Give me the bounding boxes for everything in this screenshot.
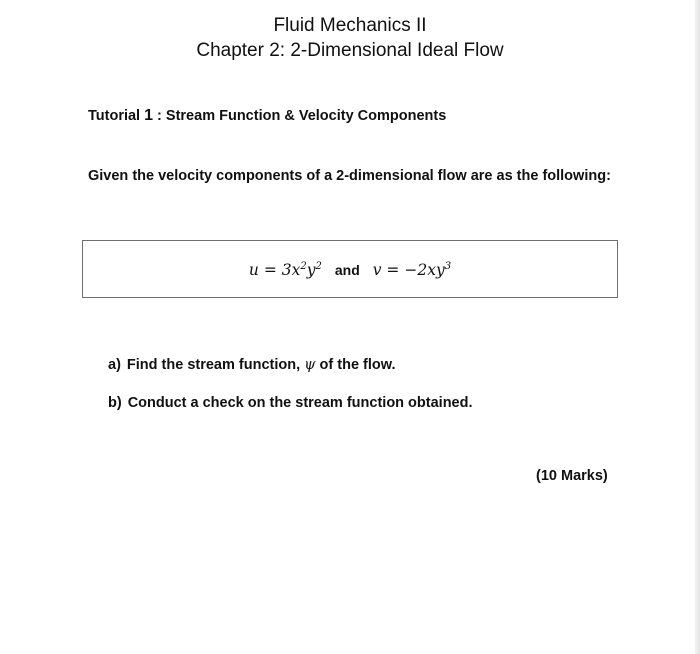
- intro-text: Given the velocity components of a 2-dimensional flow are as the following:: [88, 168, 611, 184]
- equation-box: [82, 240, 618, 298]
- u-lhs: u = 3x: [248, 261, 301, 279]
- tutorial-heading: [88, 107, 446, 125]
- question-b-text: Conduct a check on the stream function obtained.: [127, 395, 473, 411]
- u-equation: [249, 261, 322, 279]
- tutorial-number: 1: [144, 107, 154, 124]
- v-lhs: v = −2xy: [372, 261, 445, 279]
- u-exponent-y: 2: [315, 261, 322, 272]
- course-title: Fluid Mechanics II: [273, 15, 427, 36]
- title-block: [0, 14, 700, 64]
- psi-symbol: ψ: [304, 357, 316, 373]
- u-exponent-x: 2: [300, 261, 307, 272]
- equation-conjunction: and: [334, 262, 360, 278]
- chapter-title: Chapter 2: 2-Dimensional Ideal Flow: [196, 40, 504, 61]
- u-mid: y: [306, 261, 316, 279]
- question-b-label: b): [108, 395, 122, 411]
- question-a-text-before: Find the stream function,: [126, 357, 305, 373]
- question-a: [108, 357, 396, 373]
- tutorial-title: : Stream Function & Velocity Components: [153, 108, 447, 124]
- page-edge-shadow: [695, 0, 700, 654]
- tutorial-prefix: Tutorial: [88, 108, 145, 124]
- v-equation: [373, 261, 451, 279]
- v-exponent: 3: [444, 261, 452, 272]
- marks-label: (10 Marks): [536, 468, 608, 484]
- question-b: [108, 395, 473, 411]
- question-a-label: a): [108, 357, 121, 373]
- question-a-text-after: of the flow.: [315, 357, 396, 373]
